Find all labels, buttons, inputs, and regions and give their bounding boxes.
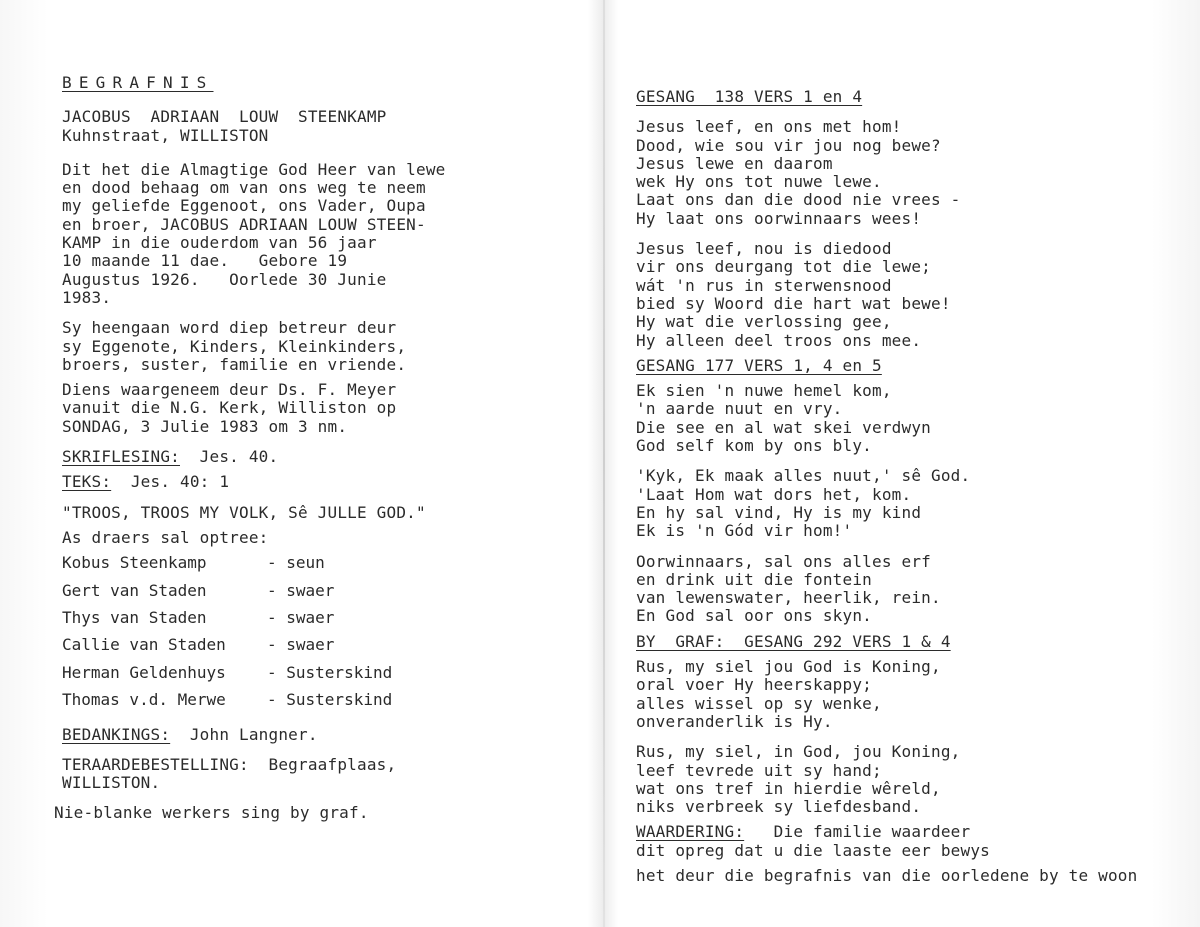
text-value: Jes. 40: 1: [111, 472, 230, 492]
appreciation-label: WAARDERING:: [636, 822, 745, 842]
bearer-relation: - swaer: [267, 635, 335, 655]
notice-line: 10 maande 11 dae. Gebore 19: [62, 251, 348, 271]
verse-line: Hy alleen deel troos ons mee.: [636, 330, 922, 350]
verse-line: Hy wat die verlossing gee,: [636, 312, 892, 332]
verse-line: bied sy Woord die hart wat bewe!: [636, 293, 951, 313]
bearer-row: [62, 609, 592, 636]
address: Kuhnstraat, WILLISTON: [62, 125, 269, 145]
appreciation-line: dit opreg dat u die laaste eer bewys: [636, 840, 990, 860]
sermon-text: [62, 473, 592, 491]
verse-line: Ek sien 'n nuwe hemel kom,: [636, 381, 892, 401]
verse-line: van lewenswater, heerlik, rein.: [636, 588, 941, 608]
right-page: [636, 88, 1200, 885]
scripture-label: SKRIFLESING:: [62, 447, 180, 467]
verse-line: En God sal oor ons skyn.: [636, 606, 872, 626]
page-heading: BEGRAFNIS: [62, 73, 214, 92]
verse-line: wat ons tref in hierdie wêreld,: [636, 778, 941, 798]
verse-line: onveranderlik is Hy.: [636, 711, 833, 731]
bearer-relation: - Susterskind: [267, 662, 393, 682]
scripture-quote: "TROOS, TROOS MY VOLK, Sê JULLE GOD.": [62, 502, 426, 522]
bearer-name: Kobus Steenkamp: [62, 553, 207, 573]
notice-line: 1983.: [62, 287, 112, 307]
scripture-value: Jes. 40.: [180, 447, 279, 467]
verse-line: Rus, my siel jou God is Koning,: [636, 657, 941, 677]
page-fold: [603, 0, 605, 927]
verse-line: 'n aarde nuut en vry.: [636, 399, 843, 419]
verse-line: leef tevrede uit sy hand;: [636, 760, 882, 780]
appreciation: [636, 823, 1200, 841]
acknowledgements: [62, 726, 592, 744]
notice-line: en broer, JACOBUS ADRIAAN LOUW STEEN-: [62, 214, 426, 234]
closing-note: Nie-blanke werkers sing by graf.: [54, 803, 369, 823]
thanks-value: John Langner.: [170, 724, 318, 744]
verse-line: Laat ons dan die dood nie vrees -: [636, 190, 961, 210]
notice-line: Dit het die Almagtige God Heer van lewe: [62, 159, 446, 179]
verse-line: Die see en al wat skei verdwyn: [636, 417, 931, 437]
verse-line: Rus, my siel, in God, jou Koning,: [636, 742, 961, 762]
verse-line: Dood, wie sou vir jou nog bewe?: [636, 135, 941, 155]
bearer-name: Thomas v.d. Merwe: [62, 690, 226, 710]
text-label: TEKS:: [62, 472, 112, 492]
verse-line: 'Kyk, Ek maak alles nuut,' sê God.: [636, 466, 971, 486]
bearer-name: Callie van Staden: [62, 635, 226, 655]
verse-line: Ek is 'n Gód vir hom!': [636, 521, 853, 541]
appreciation-value: Die familie waardeer: [744, 822, 971, 842]
burial-line: WILLISTON.: [62, 773, 161, 793]
verse-line: niks verbreek sy liefdesband.: [636, 797, 922, 817]
verse-line: vir ons deurgang tot die lewe;: [636, 257, 931, 277]
bearer-relation: - swaer: [267, 608, 335, 628]
verse-line: God self kom by ons bly.: [636, 436, 872, 456]
bearers-intro: As draers sal optree:: [62, 527, 269, 547]
hymn-verse: [636, 467, 1200, 540]
hymn-verse: [636, 382, 1200, 455]
mourners-paragraph: [62, 319, 592, 374]
mourners-line: Sy heengaan word diep betreur deur: [62, 318, 397, 338]
verse-line: wek Hy ons tot nuwe lewe.: [636, 172, 882, 192]
verse-line: alles wissel op sy wenke,: [636, 693, 882, 713]
left-page: [54, 73, 592, 823]
burial-paragraph: [62, 756, 592, 793]
hymn-title: BY GRAF: GESANG 292 VERS 1 & 4: [636, 631, 951, 651]
verse-line: Oorwinnaars, sal ons alles erf: [636, 551, 931, 571]
scripture-reading: [62, 448, 592, 466]
bearer-row: [62, 664, 592, 691]
deceased-name: JACOBUS ADRIAAN LOUW STEENKAMP: [62, 107, 387, 127]
death-notice: [62, 161, 592, 307]
bearer-relation: - seun: [267, 553, 325, 573]
bearer-name: Herman Geldenhuys: [62, 662, 226, 682]
hymn-verse: [636, 240, 1200, 350]
hymn-title: GESANG 177 VERS 1, 4 en 5: [636, 355, 882, 375]
bearer-row: [62, 554, 592, 581]
notice-line: my geliefde Eggenoot, ons Vader, Oupa: [62, 196, 426, 216]
hymn-verse: [636, 658, 1200, 731]
verse-line: Jesus lewe en daarom: [636, 153, 833, 173]
verse-line: Jesus leef, nou is diedood: [636, 239, 892, 259]
hymn-verse: [636, 553, 1200, 626]
hymn-verse: [636, 743, 1200, 816]
verse-line: 'Laat Hom wat dors het, kom.: [636, 484, 912, 504]
appreciation-line: het deur die begrafnis van die oorledene by te woon: [636, 865, 1138, 885]
verse-line: Jesus leef, en ons met hom!: [636, 117, 902, 137]
verse-line: en drink uit die fontein: [636, 569, 872, 589]
bearer-row: [62, 636, 592, 663]
bearer-relation: - Susterskind: [267, 690, 393, 710]
mourners-line: sy Eggenote, Kinders, Kleinkinders,: [62, 336, 407, 356]
bearer-row: [62, 582, 592, 609]
verse-line: oral voer Hy heerskappy;: [636, 675, 872, 695]
service-line: Diens waargeneem deur Ds. F. Meyer: [62, 380, 397, 400]
notice-line: Augustus 1926. Oorlede 30 Junie: [62, 269, 387, 289]
thanks-label: BEDANKINGS:: [62, 724, 171, 744]
service-line: vanuit die N.G. Kerk, Williston op: [62, 398, 397, 418]
service-line: SONDAG, 3 Julie 1983 om 3 nm.: [62, 416, 348, 436]
bearer-relation: - swaer: [267, 580, 335, 600]
verse-line: wát 'n rus in sterwensnood: [636, 275, 892, 295]
mourners-line: broers, suster, familie en vriende.: [62, 354, 407, 374]
verse-line: En hy sal vind, Hy is my kind: [636, 502, 922, 522]
notice-line: KAMP in die ouderdom van 56 jaar: [62, 233, 377, 253]
burial-line: TERAARDEBESTELLING: Begraafplaas,: [62, 754, 397, 774]
verse-line: Hy laat ons oorwinnaars wees!: [636, 208, 922, 228]
bearer-row: [62, 691, 592, 718]
hymn-title: GESANG 138 VERS 1 en 4: [636, 88, 863, 106]
notice-line: en dood behaag om van ons weg te neem: [62, 178, 426, 198]
bearers-list: [62, 554, 592, 718]
bearer-name: Thys van Staden: [62, 608, 207, 628]
hymn-verse: [636, 118, 1200, 228]
bearer-name: Gert van Staden: [62, 580, 207, 600]
service-paragraph: [62, 381, 592, 436]
